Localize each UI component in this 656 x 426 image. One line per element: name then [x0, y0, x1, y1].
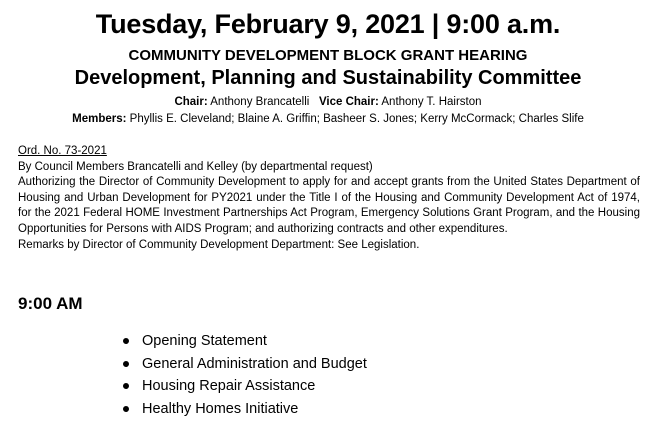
- chair-label: Chair:: [174, 96, 208, 108]
- vice-chair-label: Vice Chair:: [318, 96, 379, 108]
- chair-name: Anthony Brancatelli: [210, 96, 310, 108]
- ordinance-block: [18, 144, 640, 253]
- members-label: Members:: [72, 113, 127, 125]
- ordinance-remarks: Remarks by Director of Community Development Department: See Legislation.: [18, 238, 420, 251]
- committee-title: Development, Planning and Sustainability Committee: [74, 67, 582, 89]
- hearing-title: COMMUNITY DEVELOPMENT BLOCK GRANT HEARING: [128, 47, 528, 64]
- list-item: [120, 353, 367, 376]
- chair-line: [0, 95, 656, 109]
- time-heading: 9:00 AM: [18, 294, 83, 313]
- members-line: [0, 112, 656, 126]
- list-item: [120, 330, 367, 353]
- vice-chair-name: Anthony T. Hairston: [381, 96, 482, 108]
- agenda-item-label: Opening Statement: [142, 333, 267, 349]
- page-title: Tuesday, February 9, 2021 | 9:00 a.m.: [95, 9, 561, 39]
- ordinance-number: Ord. No. 73-2021: [18, 145, 107, 157]
- bullet-icon: [123, 406, 129, 412]
- bullet-icon: [123, 338, 129, 344]
- ordinance-sponsors: By Council Members Brancatelli and Kelley (by departmental request): [18, 160, 373, 173]
- agenda-item-label: General Administration and Budget: [142, 355, 367, 372]
- agenda-item-label: Healthy Homes Initiative: [142, 400, 299, 417]
- members-names: Phyllis E. Cleveland; Blaine A. Griffin; Basheer S. Jones; Kerry McCormack; Charles Slife: [129, 113, 584, 125]
- ordinance-description: Authorizing the Director of Community Development to apply for and accept grants from the United States Department of Housing and Urban Development for PY2021 under the Title I of the Housing and Community Development Act of 1974, for the 2021 Federal HOME Investment Partnerships Act Program, Emergency Solutions Grant Program, and the Housing Opportunities for Persons with AIDS Program; and authorizing contracts and other expenditures.: [18, 176, 640, 235]
- agenda-item-label: Housing Repair Assistance: [142, 378, 316, 394]
- agenda-list: [120, 330, 367, 420]
- list-item: [120, 398, 367, 421]
- bullet-icon: [123, 361, 129, 367]
- bullet-icon: [123, 383, 129, 389]
- list-item: [120, 375, 367, 398]
